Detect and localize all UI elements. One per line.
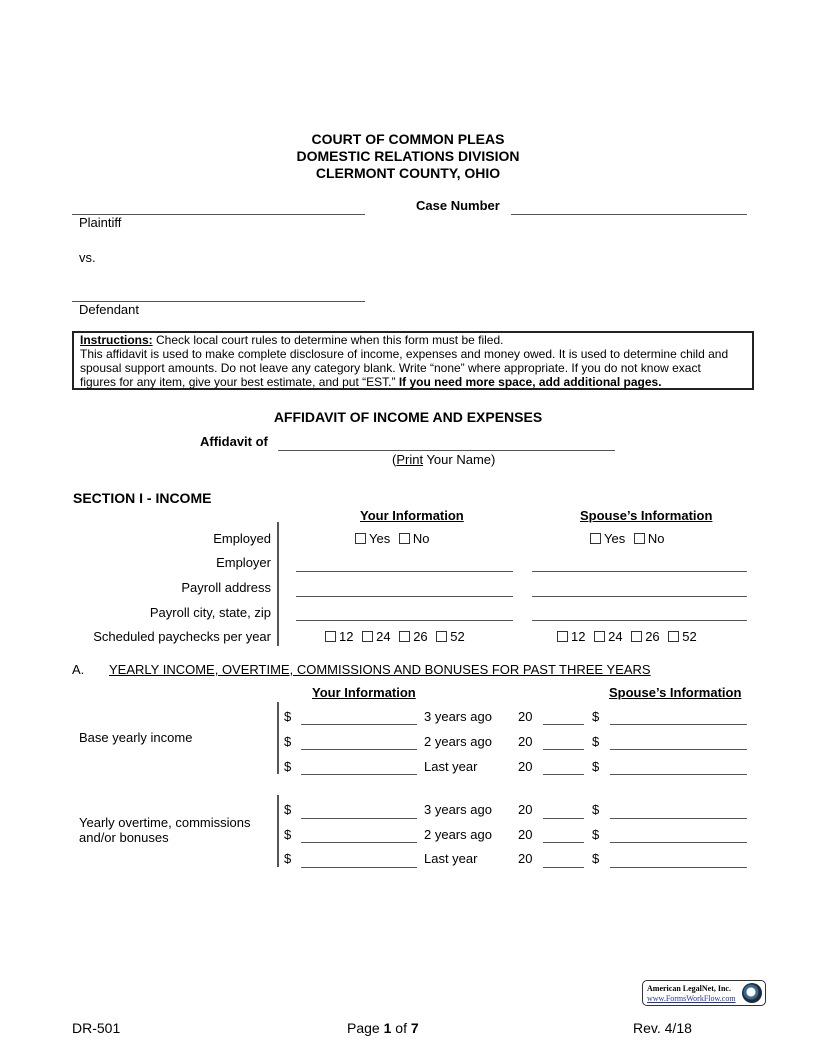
dollar-sign: $ — [592, 827, 600, 842]
section-a-title: YEARLY INCOME, OVERTIME, COMMISSIONS AND BONUSES FOR PAST THREE YEARS — [109, 662, 651, 677]
spouse-employed-no[interactable]: No — [634, 531, 665, 546]
checkbox-icon[interactable] — [634, 533, 645, 544]
period-label: 3 years ago — [424, 802, 492, 817]
instructions-line3: spousal support amounts. Do not leave any category blank. Write “none” where appropriate. If you do not know exact — [80, 361, 701, 375]
your-ot-lastyr-field[interactable] — [301, 867, 417, 868]
american-legalnet-logo[interactable] — [642, 980, 766, 1006]
your-payroll-address-field[interactable] — [296, 596, 513, 597]
spouse-paychecks-24[interactable]: 24 — [594, 629, 622, 644]
court-name: COURT OF COMMON PLEAS — [311, 131, 505, 147]
checkbox-icon[interactable] — [325, 631, 336, 642]
spouse-paycheck-options — [557, 629, 702, 645]
dollar-sign: $ — [284, 734, 292, 749]
year-prefix: 20 — [518, 851, 533, 866]
section-a-letter: A. — [72, 662, 85, 677]
dollar-sign: $ — [284, 827, 292, 842]
year-prefix: 20 — [518, 759, 533, 774]
instructions-line4: figures for any item, give your best estimate, and put “EST.” — [80, 375, 399, 389]
paychecks-label: Scheduled paychecks per year — [93, 629, 271, 644]
your-base-2yr-field[interactable] — [301, 749, 417, 750]
spouse-info-header: Spouse’s Information — [580, 508, 713, 523]
checkbox-icon[interactable] — [557, 631, 568, 642]
spouse-payroll-city-field[interactable] — [532, 620, 747, 621]
period-label: 2 years ago — [424, 734, 492, 749]
payroll-city-label: Payroll city, state, zip — [149, 605, 271, 620]
ot-lastyr-year-field[interactable] — [543, 867, 584, 868]
your-paychecks-52[interactable]: 52 — [436, 629, 464, 644]
payroll-address-label: Payroll address — [181, 580, 271, 595]
checkbox-icon[interactable] — [436, 631, 447, 642]
case-number-field[interactable] — [511, 214, 747, 215]
affidavit-title: AFFIDAVIT OF INCOME AND EXPENSES — [273, 409, 543, 425]
ot-3yr-year-field[interactable] — [543, 818, 584, 819]
spouse-employed-options — [590, 531, 669, 547]
a-spouse-info-header: Spouse’s Information — [609, 685, 742, 700]
period-label: 3 years ago — [424, 709, 492, 724]
your-payroll-city-field[interactable] — [296, 620, 513, 621]
your-ot-3yr-field[interactable] — [301, 818, 417, 819]
period-label: Last year — [424, 851, 478, 866]
dollar-sign: $ — [284, 709, 292, 724]
group-2-divider — [277, 795, 279, 867]
your-paychecks-24[interactable]: 24 — [362, 629, 390, 644]
spouse-ot-lastyr-field[interactable] — [610, 867, 747, 868]
dollar-sign: $ — [592, 802, 600, 817]
base-yearly-income-label: Base yearly income — [79, 730, 193, 745]
form-id: DR-501 — [72, 1020, 121, 1036]
spouse-base-2yr-field[interactable] — [610, 749, 747, 750]
print-name-hint: (Print Your Name) — [392, 452, 496, 467]
vs-label: vs. — [79, 250, 96, 265]
logo-globe-icon — [742, 983, 762, 1003]
page-indicator: Page 1 of 7 — [347, 1020, 419, 1036]
dollar-sign: $ — [592, 851, 600, 866]
plaintiff-label: Plaintiff — [79, 215, 122, 230]
your-paycheck-options — [325, 629, 470, 645]
a-your-info-header: Your Information — [312, 685, 416, 700]
period-label: Last year — [424, 759, 478, 774]
employer-label: Employer — [216, 555, 271, 570]
case-number-label: Case Number — [416, 198, 500, 213]
spouse-paychecks-12[interactable]: 12 — [557, 629, 585, 644]
spouse-base-3yr-field[interactable] — [610, 724, 747, 725]
spouse-employed-yes[interactable]: Yes — [590, 531, 625, 546]
your-paychecks-12[interactable]: 12 — [325, 629, 353, 644]
spouse-payroll-address-field[interactable] — [532, 596, 747, 597]
logo-url[interactable]: www.FormsWorkFlow.com — [647, 994, 736, 1003]
spouse-paychecks-26[interactable]: 26 — [631, 629, 659, 644]
your-paychecks-26[interactable]: 26 — [399, 629, 427, 644]
dollar-sign: $ — [284, 851, 292, 866]
instructions-line2: This affidavit is used to make complete disclosure of income, expenses and money owed. It is used to determine child and — [80, 347, 729, 361]
checkbox-icon[interactable] — [399, 533, 410, 544]
dollar-sign: $ — [284, 802, 292, 817]
instructions-line1: Check local court rules to determine when this form must be filed. — [152, 333, 504, 347]
section-1-divider — [277, 522, 279, 646]
year-prefix: 20 — [518, 827, 533, 842]
instructions-heading: Instructions: — [80, 333, 153, 347]
period-label: 2 years ago — [424, 827, 492, 842]
base-3yr-year-field[interactable] — [543, 724, 584, 725]
dollar-sign: $ — [592, 709, 600, 724]
section-1-title: SECTION I - INCOME — [73, 490, 212, 506]
spouse-paychecks-52[interactable]: 52 — [668, 629, 696, 644]
overtime-label: Yearly overtime, commissions and/or bonuses — [79, 815, 251, 845]
affidavit-name-field[interactable] — [278, 450, 615, 451]
group-1-divider — [277, 702, 279, 774]
checkbox-icon[interactable] — [362, 631, 373, 642]
dollar-sign: $ — [284, 759, 292, 774]
dollar-sign: $ — [592, 734, 600, 749]
county-name: CLERMONT COUNTY, OHIO — [315, 165, 501, 181]
ot-2yr-year-field[interactable] — [543, 842, 584, 843]
revision: Rev. 4/18 — [633, 1020, 692, 1036]
checkbox-icon[interactable] — [399, 631, 410, 642]
checkbox-icon[interactable] — [668, 631, 679, 642]
defendant-label: Defendant — [79, 302, 139, 317]
employed-label: Employed — [213, 531, 271, 546]
year-prefix: 20 — [518, 709, 533, 724]
dollar-sign: $ — [592, 759, 600, 774]
instructions-box — [72, 331, 754, 390]
checkbox-icon[interactable] — [631, 631, 642, 642]
division-name: DOMESTIC RELATIONS DIVISION — [296, 148, 520, 164]
checkbox-icon[interactable] — [590, 533, 601, 544]
spouse-ot-2yr-field[interactable] — [610, 842, 747, 843]
logo-company: American LegalNet, Inc. — [647, 984, 731, 993]
your-employed-no[interactable]: No — [399, 531, 430, 546]
your-employed-yes[interactable]: Yes — [355, 531, 390, 546]
your-info-header: Your Information — [360, 508, 464, 523]
spouse-base-lastyr-field[interactable] — [610, 774, 747, 775]
affidavit-of-label: Affidavit of — [200, 434, 268, 449]
your-base-3yr-field[interactable] — [301, 724, 417, 725]
your-employed-options — [355, 531, 434, 547]
spouse-ot-3yr-field[interactable] — [610, 818, 747, 819]
your-ot-2yr-field[interactable] — [301, 842, 417, 843]
year-prefix: 20 — [518, 734, 533, 749]
base-lastyr-year-field[interactable] — [543, 774, 584, 775]
instructions-line4-bold: If you need more space, add additional pages. — [398, 375, 662, 389]
year-prefix: 20 — [518, 802, 533, 817]
your-base-lastyr-field[interactable] — [301, 774, 417, 775]
checkbox-icon[interactable] — [355, 533, 366, 544]
your-employer-field[interactable] — [296, 571, 513, 572]
base-2yr-year-field[interactable] — [543, 749, 584, 750]
spouse-employer-field[interactable] — [532, 571, 747, 572]
checkbox-icon[interactable] — [594, 631, 605, 642]
